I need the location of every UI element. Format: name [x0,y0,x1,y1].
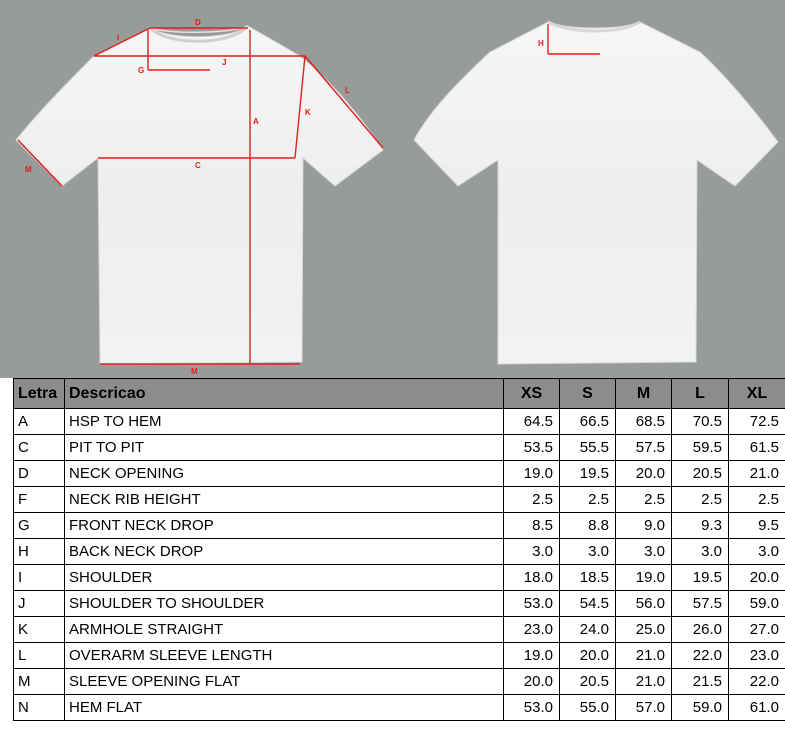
label-i: I [117,33,120,42]
header-row [14,379,785,409]
row-value-xs: 20.0 [504,669,560,695]
row-value-l: 26.0 [672,617,729,643]
label-h: H [538,39,544,48]
row-value-xs: 53.0 [504,591,560,617]
size-chart-header [14,379,785,409]
row-description: HEM FLAT [65,695,504,721]
table-row [14,565,785,591]
row-value-m: 3.0 [616,539,672,565]
table-row [14,591,785,617]
tshirt-front [16,26,383,364]
label-m-sleeve: M [25,165,32,174]
row-value-l: 70.5 [672,409,729,435]
table-row [14,643,785,669]
table-row [14,539,785,565]
row-value-s: 24.0 [560,617,616,643]
header-description: Descricao [65,379,504,409]
row-description: PIT TO PIT [65,435,504,461]
row-value-l: 57.5 [672,591,729,617]
row-value-xs: 18.0 [504,565,560,591]
row-description: OVERARM SLEEVE LENGTH [65,643,504,669]
row-letter: H [14,539,65,565]
header-letter: Letra [14,379,65,409]
label-a: A [253,117,259,126]
row-description: SLEEVE OPENING FLAT [65,669,504,695]
row-value-s: 20.0 [560,643,616,669]
row-value-m: 9.0 [616,513,672,539]
table-row [14,461,785,487]
row-description: SHOULDER [65,565,504,591]
row-value-m: 57.0 [616,695,672,721]
table-row [14,409,785,435]
row-description: SHOULDER TO SHOULDER [65,591,504,617]
size-chart-table [13,378,785,721]
row-value-xs: 8.5 [504,513,560,539]
row-value-s: 2.5 [560,487,616,513]
row-value-s: 19.5 [560,461,616,487]
row-description: ARMHOLE STRAIGHT [65,617,504,643]
row-value-s: 54.5 [560,591,616,617]
row-value-xs: 53.5 [504,435,560,461]
table-row [14,435,785,461]
row-value-l: 59.5 [672,435,729,461]
row-description: NECK RIB HEIGHT [65,487,504,513]
header-size-m: M [616,379,672,409]
row-value-xs: 2.5 [504,487,560,513]
row-letter: I [14,565,65,591]
header-size-s: S [560,379,616,409]
row-description: NECK OPENING [65,461,504,487]
row-value-xl: 3.0 [729,539,785,565]
row-letter: F [14,487,65,513]
row-value-l: 2.5 [672,487,729,513]
row-letter: A [14,409,65,435]
row-value-xl: 72.5 [729,409,785,435]
row-letter: G [14,513,65,539]
row-value-xl: 20.0 [729,565,785,591]
row-letter: L [14,643,65,669]
tshirt-back [414,22,778,364]
table-row [14,695,785,721]
row-value-xs: 23.0 [504,617,560,643]
header-size-xs: XS [504,379,560,409]
row-letter: K [14,617,65,643]
row-value-s: 18.5 [560,565,616,591]
row-value-m: 25.0 [616,617,672,643]
row-value-l: 20.5 [672,461,729,487]
table-row [14,617,785,643]
header-size-l: L [672,379,729,409]
row-value-xs: 19.0 [504,643,560,669]
row-value-xs: 53.0 [504,695,560,721]
label-k: K [305,108,311,117]
row-value-m: 20.0 [616,461,672,487]
row-letter: M [14,669,65,695]
label-g: G [138,66,145,75]
table-row [14,513,785,539]
row-description: FRONT NECK DROP [65,513,504,539]
row-value-l: 3.0 [672,539,729,565]
row-value-xs: 64.5 [504,409,560,435]
row-value-xl: 61.5 [729,435,785,461]
row-value-xl: 27.0 [729,617,785,643]
row-value-s: 3.0 [560,539,616,565]
row-letter: J [14,591,65,617]
row-value-l: 9.3 [672,513,729,539]
label-j: J [222,58,227,67]
row-letter: N [14,695,65,721]
label-c: C [195,161,201,170]
row-value-xl: 21.0 [729,461,785,487]
table-row [14,669,785,695]
row-value-xs: 3.0 [504,539,560,565]
row-value-xl: 9.5 [729,513,785,539]
row-description: HSP TO HEM [65,409,504,435]
row-value-m: 21.0 [616,669,672,695]
row-value-m: 57.5 [616,435,672,461]
row-value-m: 68.5 [616,409,672,435]
header-size-xl: XL [729,379,785,409]
row-value-m: 2.5 [616,487,672,513]
row-value-xs: 19.0 [504,461,560,487]
row-value-l: 21.5 [672,669,729,695]
row-value-l: 59.0 [672,695,729,721]
row-value-xl: 22.0 [729,669,785,695]
row-value-xl: 61.0 [729,695,785,721]
row-value-m: 21.0 [616,643,672,669]
row-value-xl: 23.0 [729,643,785,669]
row-value-xl: 2.5 [729,487,785,513]
row-letter: D [14,461,65,487]
row-value-xl: 59.0 [729,591,785,617]
size-chart-body [14,409,785,721]
row-value-m: 19.0 [616,565,672,591]
row-letter: C [14,435,65,461]
row-value-s: 55.5 [560,435,616,461]
table-row [14,487,785,513]
row-description: BACK NECK DROP [65,539,504,565]
row-value-m: 56.0 [616,591,672,617]
label-m-hem: M [191,367,198,376]
row-value-s: 66.5 [560,409,616,435]
row-value-l: 19.5 [672,565,729,591]
row-value-s: 8.8 [560,513,616,539]
row-value-s: 20.5 [560,669,616,695]
label-l: L [345,86,350,95]
row-value-s: 55.0 [560,695,616,721]
row-value-l: 22.0 [672,643,729,669]
label-d: D [195,18,201,27]
